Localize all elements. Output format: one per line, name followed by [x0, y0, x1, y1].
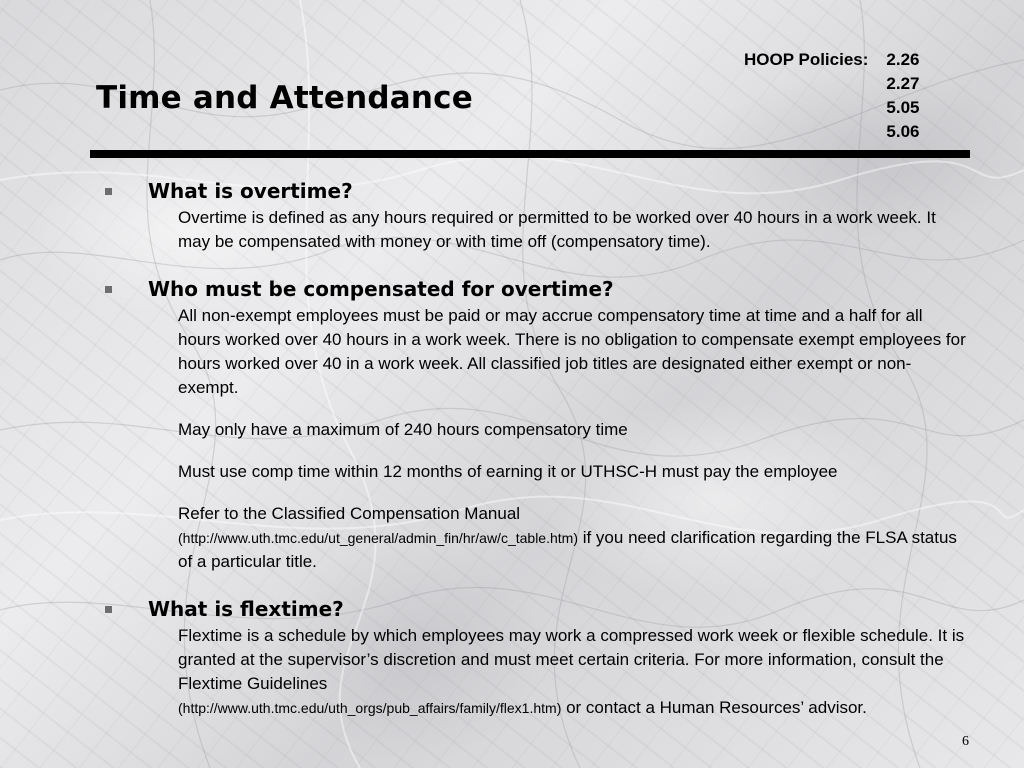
hoop-policies	[744, 48, 920, 144]
bullet-row	[100, 274, 980, 304]
bullet-row	[100, 594, 980, 624]
slide-content	[100, 176, 980, 720]
flextime-tail: or contact a Human Resources’ advisor.	[561, 698, 867, 717]
refer-tail: if you need clarification regarding the FLSA status of a particular title.	[178, 528, 957, 571]
section-heading: What is overtime?	[148, 179, 353, 203]
square-bullet-icon	[105, 188, 112, 195]
slide-title: Time and Attendance	[96, 80, 473, 116]
hoop-policy-number: 2.27	[886, 74, 920, 93]
square-bullet-icon	[105, 606, 112, 613]
hoop-policy-number: 5.06	[886, 122, 920, 141]
section-text: Flextime is a schedule by which employees may work a compressed work week or flexible schedule. It is granted at the supervisor’s discretion and must meet certain criteria. For more information, consult the Flextime Guidelines	[178, 626, 965, 693]
hoop-policy-numbers	[886, 48, 919, 144]
section-heading: Who must be compensated for overtime?	[148, 277, 614, 301]
comp-max-text: May only have a maximum of 240 hours compensatory time	[178, 420, 628, 439]
hoop-policy-number: 2.26	[886, 50, 920, 69]
title-rule	[90, 150, 970, 158]
section-text: Overtime is defined as any hours required or permitted to be worked over 40 hours in a work week. It may be compensated with money or with time off (compensatory time).	[178, 208, 936, 251]
refer-paragraph	[178, 502, 968, 574]
flextime-paragraph	[178, 624, 968, 720]
manual-url: (http://www.uth.tmc.edu/ut_general/admin_fin/hr/aw/c_table.htm)	[178, 530, 578, 546]
section-flextime	[100, 594, 980, 720]
refer-text: Refer to the Classified Compensation Manual	[178, 504, 521, 523]
hoop-policy-number: 5.05	[886, 98, 920, 117]
square-bullet-icon	[105, 286, 112, 293]
comp-use-text: Must use comp time within 12 months of earning it or UTHSC-H must pay the employee	[178, 462, 838, 481]
section-compensation	[100, 274, 980, 574]
section-heading: What is flextime?	[148, 597, 344, 621]
section-text: All non-exempt employees must be paid or may accrue compensatory time at time and a half for all hours worked over 40 hours in a work week. There is no obligation to compensate exempt employees for hours worked over 40 in a work week. All classified job titles are designated either exempt or non-exempt.	[178, 306, 966, 397]
hoop-label: HOOP Policies:	[744, 50, 869, 69]
bullet-row	[100, 176, 980, 206]
section-overtime	[100, 176, 980, 254]
page-number: 6	[962, 734, 969, 749]
flextime-url: (http://www.uth.tmc.edu/uth_orgs/pub_affairs/family/flex1.htm)	[178, 700, 562, 716]
